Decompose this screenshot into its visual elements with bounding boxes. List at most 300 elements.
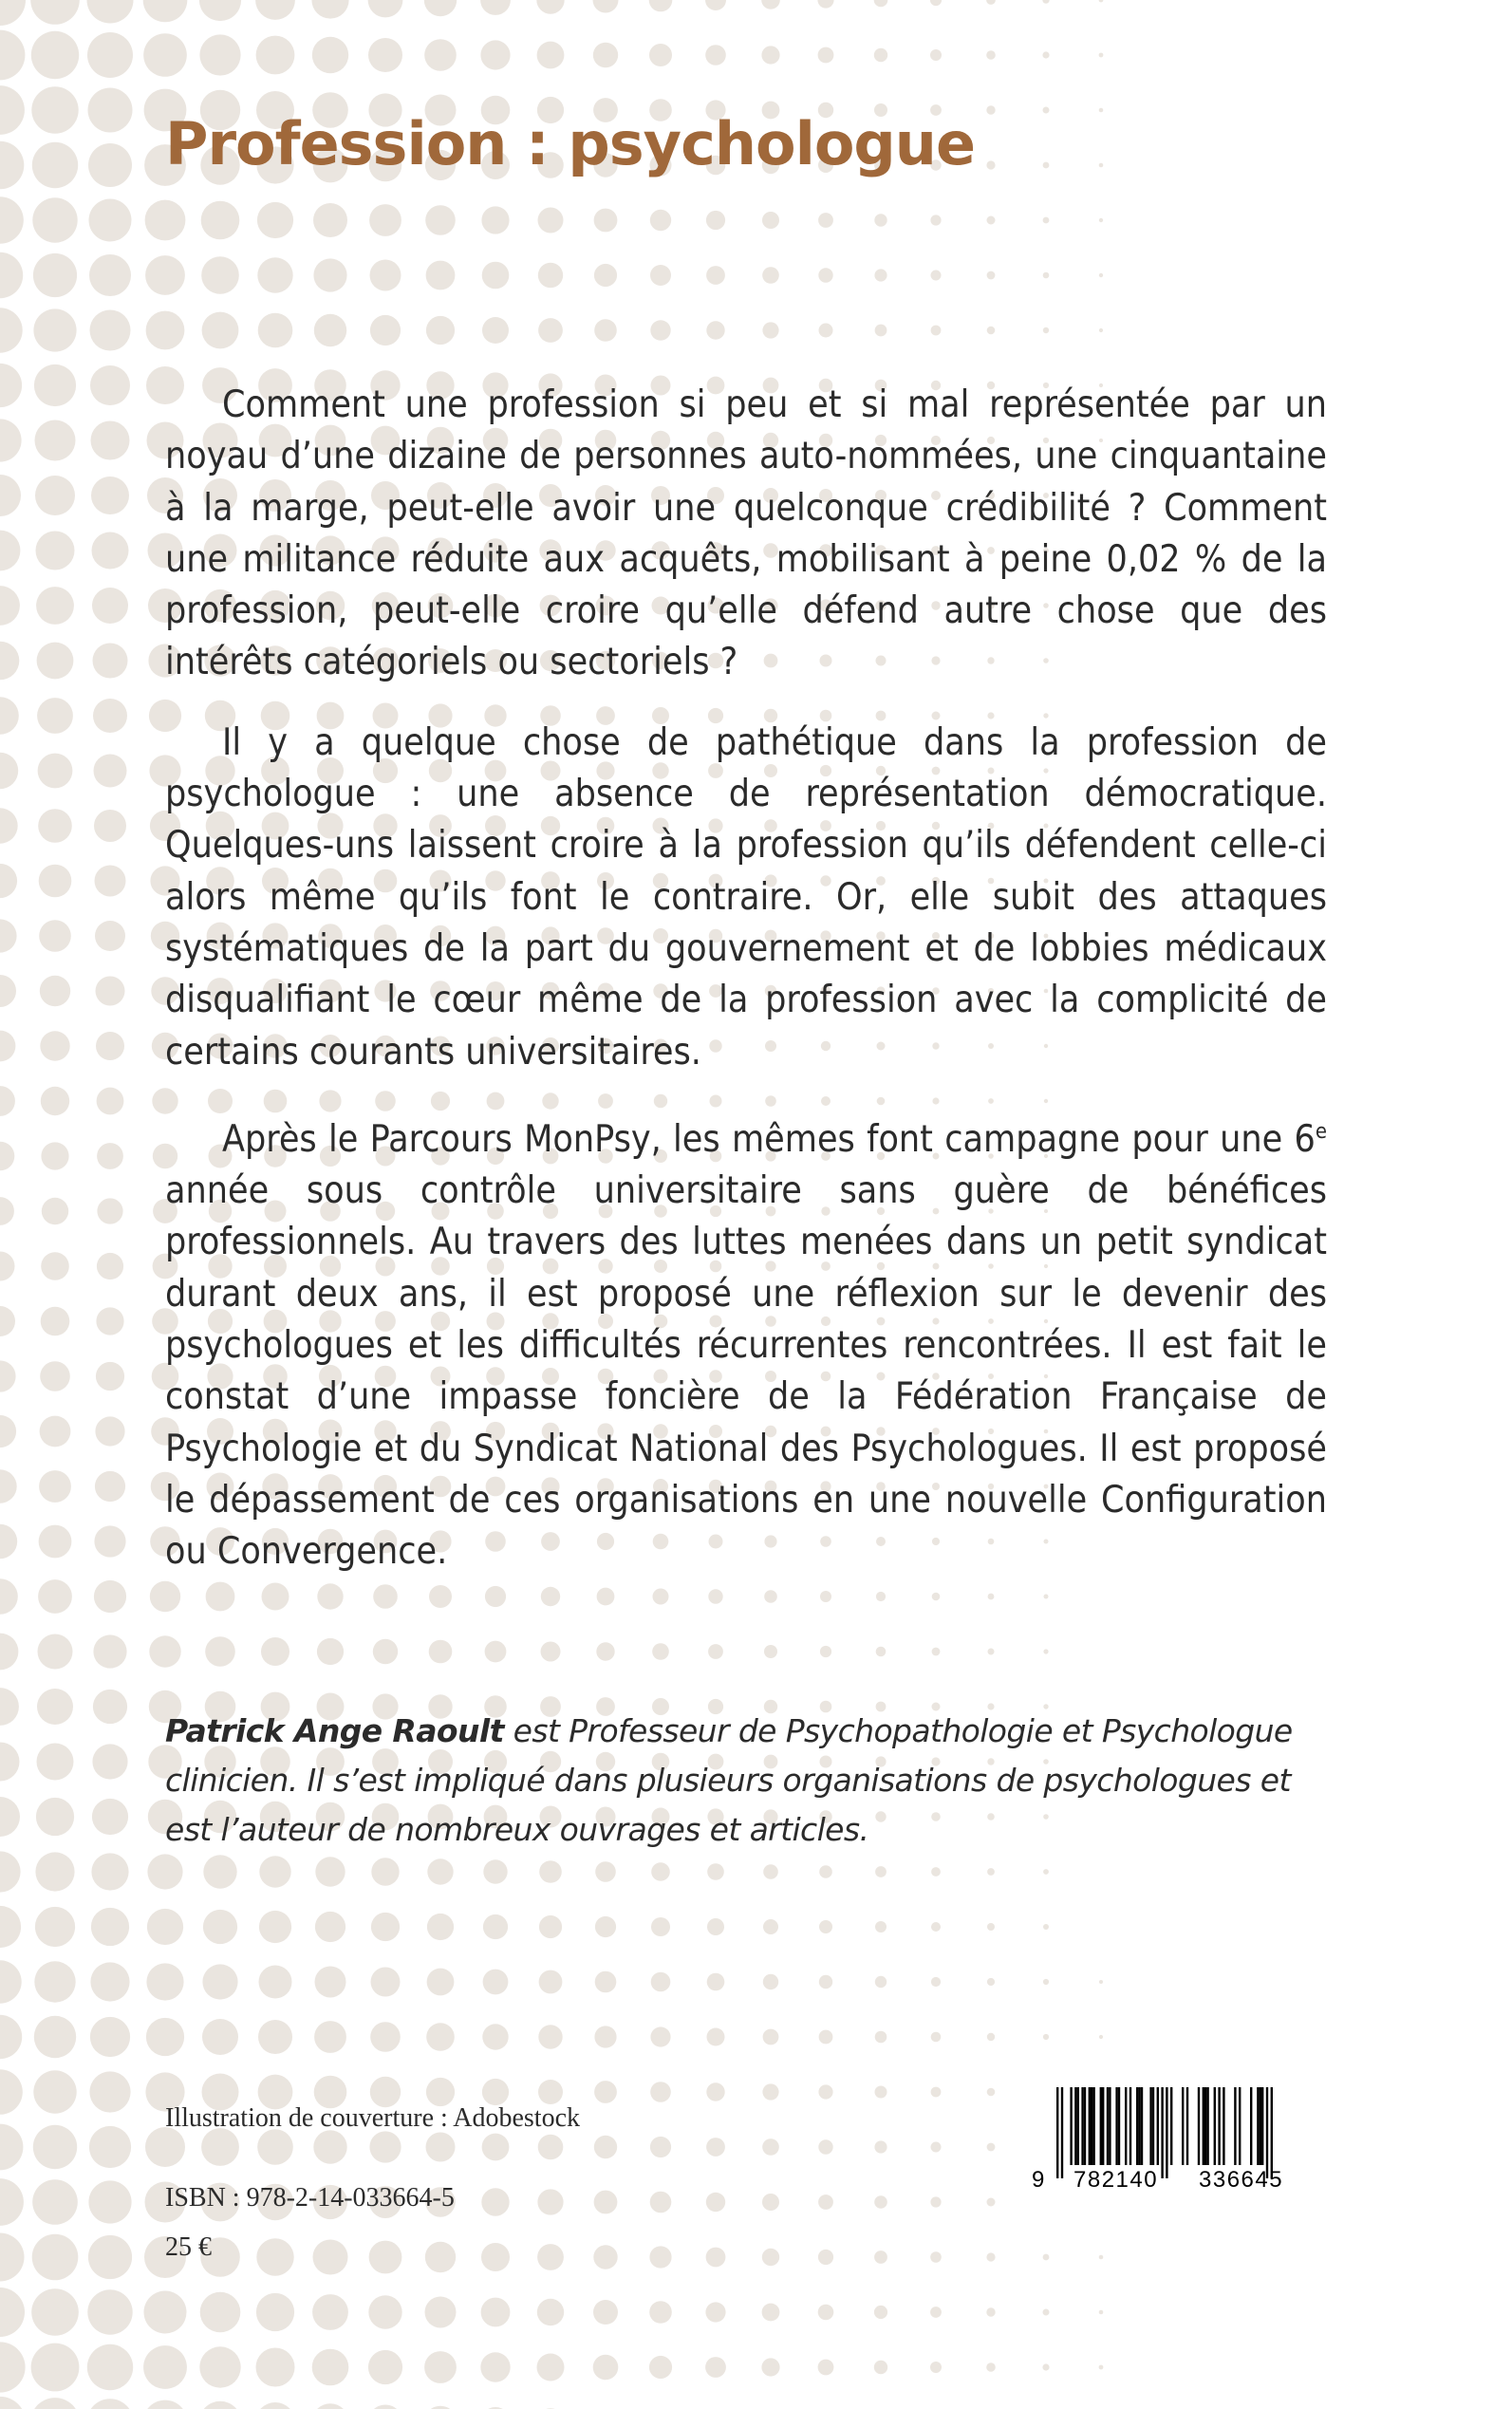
background-dot <box>537 2354 565 2381</box>
background-dot <box>707 2028 725 2046</box>
barcode-left-digits: 782140 <box>1073 2167 1159 2193</box>
background-dot <box>93 644 128 679</box>
background-dot <box>986 0 996 5</box>
background-dot <box>930 49 942 61</box>
barcode-bar <box>1261 2087 1263 2165</box>
background-dot <box>594 209 618 233</box>
background-dot <box>95 1416 124 1446</box>
background-dot <box>0 1086 15 1116</box>
barcode-bar <box>1129 2087 1131 2165</box>
background-dot <box>201 2128 239 2166</box>
background-dot <box>315 1912 345 1942</box>
background-dot <box>483 1970 509 1995</box>
barcode-bar <box>1084 2087 1086 2165</box>
background-dot <box>1043 1979 1049 1985</box>
background-dot <box>36 1798 74 1836</box>
background-dot <box>539 1860 562 1883</box>
background-dot <box>706 2193 725 2212</box>
background-dot <box>0 531 20 571</box>
background-dot <box>761 46 779 64</box>
barcode-bar <box>1266 2087 1268 2178</box>
background-dot <box>201 256 239 294</box>
background-dot <box>31 2344 80 2392</box>
background-dot <box>96 1362 124 1391</box>
background-dot <box>201 201 240 240</box>
barcode-bar <box>1141 2087 1143 2165</box>
background-dot <box>261 1637 289 1666</box>
background-dot <box>0 1634 18 1671</box>
background-dot <box>706 2138 725 2157</box>
background-dot <box>89 2071 130 2112</box>
barcode-bar <box>1089 2087 1091 2165</box>
background-dot <box>931 2032 942 2043</box>
barcode-bar <box>1250 2087 1252 2165</box>
background-dot <box>314 2021 346 2053</box>
background-dot <box>594 2026 616 2047</box>
background-dot <box>37 1744 74 1781</box>
background-dot <box>146 311 185 350</box>
author-description: est Professeur de Psychopathologie et Psychologue clinicien. Il s’est impliqué dans plusieurs organisations de psychologues et est l’auteur de nombreux ouvrages et articles. <box>165 1712 1293 1848</box>
background-dot <box>89 199 132 242</box>
background-dot <box>874 214 887 226</box>
barcode-bar <box>1271 2087 1273 2178</box>
background-dot <box>199 34 240 75</box>
background-dot <box>1042 2363 1049 2370</box>
background-dot <box>706 321 724 339</box>
back-cover-blurb <box>165 380 1327 1607</box>
background-dot <box>595 1916 616 1937</box>
background-dot <box>143 2400 188 2409</box>
background-dot <box>0 2015 22 2059</box>
background-dot <box>369 2131 401 2162</box>
background-dot <box>538 2025 562 2048</box>
background-dot <box>34 364 76 406</box>
background-dot <box>312 37 348 73</box>
background-dot <box>97 1198 122 1223</box>
background-dot <box>0 196 24 244</box>
background-dot <box>371 1968 401 1997</box>
barcode-bar <box>1203 2087 1204 2165</box>
background-dot <box>90 365 130 405</box>
barcode-bar <box>1091 2087 1092 2165</box>
background-dot <box>97 1253 123 1279</box>
background-dot <box>594 2191 618 2214</box>
background-dot <box>145 200 186 241</box>
background-dot <box>426 2133 456 2162</box>
barcode-bar <box>1161 2087 1163 2178</box>
background-dot <box>97 1143 123 1169</box>
background-dot <box>707 1863 724 1880</box>
background-dot <box>593 0 619 13</box>
background-dot <box>0 1306 15 1336</box>
background-dot <box>425 2242 456 2272</box>
background-dot <box>820 1646 831 1657</box>
background-dot <box>429 1640 453 1664</box>
background-dot <box>258 2020 292 2054</box>
background-dot <box>38 754 73 789</box>
background-dot <box>1099 2365 1104 2370</box>
background-dot <box>594 319 617 342</box>
author-bio <box>165 1707 1333 1855</box>
background-dot <box>482 2134 510 2161</box>
barcode-bar <box>1152 2087 1154 2165</box>
background-dot <box>930 0 942 6</box>
background-dot <box>650 2192 672 2213</box>
background-dot <box>258 313 293 348</box>
barcode-bar <box>1223 2087 1224 2165</box>
background-dot <box>87 2289 132 2334</box>
background-dot <box>313 258 346 291</box>
background-dot <box>876 1647 887 1657</box>
background-dot <box>36 532 75 570</box>
background-dot <box>650 265 671 286</box>
background-dot <box>203 1855 236 1888</box>
background-dot <box>147 1909 183 1945</box>
background-dot <box>39 865 72 898</box>
background-dot <box>88 88 133 133</box>
background-dot <box>90 1962 129 2001</box>
background-dot <box>33 308 76 351</box>
background-dot <box>0 753 18 789</box>
background-dot <box>874 2140 887 2153</box>
background-dot <box>1043 1649 1048 1653</box>
background-dot <box>987 1923 995 1931</box>
background-dot <box>32 2179 78 2225</box>
background-dot <box>38 809 72 843</box>
background-dot <box>987 2033 995 2041</box>
background-dot <box>0 919 17 952</box>
background-dot <box>95 866 126 897</box>
background-dot <box>817 0 833 9</box>
background-dot <box>0 697 19 735</box>
background-dot <box>818 2194 833 2210</box>
background-dot <box>89 254 131 296</box>
background-dot <box>594 2136 617 2158</box>
background-dot <box>482 2024 508 2049</box>
background-dot <box>539 1915 562 1938</box>
background-dot <box>649 2246 671 2268</box>
background-dot <box>0 1906 21 1948</box>
background-dot <box>987 271 996 280</box>
background-dot <box>200 2292 241 2333</box>
background-dot <box>145 255 185 295</box>
background-dot <box>259 1966 292 1999</box>
background-dot <box>93 1690 127 1724</box>
barcode-bar <box>1166 2087 1167 2178</box>
background-dot <box>537 2244 564 2270</box>
background-dot <box>1043 2254 1050 2261</box>
background-dot <box>427 1969 455 1996</box>
background-dot <box>94 810 126 842</box>
background-dot <box>650 320 670 340</box>
background-dot <box>37 1689 73 1725</box>
background-dot <box>874 0 888 7</box>
background-dot <box>95 921 125 951</box>
paragraph-3-end: année sous contrôle universitaire sans guère de bénéfices professionnels. Au travers des luttes menées dans un petit syndicat durant deux ans, il est proposé une réflexion sur le devenir des psychologues et les difficultés récurrentes rencontrées. Il est fait le constat d’une impasse foncière de la Fédération Française de Psychologie et du Syndicat National des Psychologues. Il est proposé le dépassement de ces organisations en une nouvelle Configuration ou Convergence. <box>165 1169 1327 1574</box>
background-dot <box>92 532 129 570</box>
background-dot <box>424 39 457 71</box>
barcode-bar <box>1107 2087 1109 2165</box>
background-dot <box>143 2345 187 2389</box>
background-dot <box>38 1634 73 1670</box>
background-dot <box>818 213 833 228</box>
background-dot <box>594 264 617 287</box>
background-dot <box>537 2299 564 2325</box>
background-dot <box>315 1857 345 1886</box>
background-dot <box>593 2355 619 2381</box>
background-dot <box>931 1867 941 1877</box>
background-dot <box>930 2196 941 2207</box>
background-dot <box>89 2126 131 2168</box>
background-dot <box>1043 107 1050 114</box>
background-dot <box>31 2288 79 2336</box>
background-dot <box>1099 0 1104 2</box>
background-dot <box>594 2081 617 2103</box>
blurb-paragraph-2: Il y a quelque chose de pathétique dans la profession de psychologue : une absence de représentation démocratique. Quelques-uns laissent croire à la profession qu’ils défendent celle-ci alors même qu’ils font le contraire. Or, elle subit des attaques systématiques de la part du gouvernement et de lobbies médicaux disqualifiant le cœur même de la profession avec la complicité de certains courants universitaires. <box>165 720 1327 1074</box>
background-dot <box>39 1470 71 1503</box>
background-dot <box>931 2087 942 2098</box>
background-dot <box>649 0 673 11</box>
background-dot <box>705 0 726 10</box>
barcode-bar <box>1214 2087 1216 2165</box>
background-dot <box>147 1854 182 1889</box>
background-dot <box>34 1961 75 2002</box>
barcode-bar <box>1125 2087 1127 2165</box>
background-dot <box>86 2399 133 2409</box>
background-dot <box>763 1864 778 1879</box>
background-dot <box>874 48 887 62</box>
background-dot <box>0 2397 26 2409</box>
background-dot <box>986 2362 996 2372</box>
background-dot <box>0 364 22 407</box>
background-dot <box>315 1967 346 1998</box>
background-dot <box>91 421 130 460</box>
background-dot <box>426 261 456 290</box>
background-dot <box>373 1639 398 1664</box>
barcode-bar <box>1257 2087 1259 2165</box>
background-dot <box>874 269 887 281</box>
background-dot <box>931 326 942 336</box>
background-dot <box>0 1360 16 1391</box>
barcode-bar <box>1206 2087 1208 2165</box>
background-dot <box>0 141 24 190</box>
background-dot <box>205 1636 235 1667</box>
background-dot <box>875 1921 887 1933</box>
background-dot <box>930 2251 942 2263</box>
background-dot <box>707 1973 725 1991</box>
background-dot <box>1042 51 1049 58</box>
background-dot <box>706 211 725 230</box>
background-dot <box>0 808 18 843</box>
barcode-first-digit: 9 <box>1032 2167 1046 2193</box>
background-dot <box>31 86 78 133</box>
background-dot <box>1099 2255 1104 2260</box>
background-dot <box>986 2307 995 2316</box>
background-dot <box>0 642 19 681</box>
background-dot <box>762 2083 778 2100</box>
background-dot <box>91 1853 128 1890</box>
background-dot <box>536 0 564 14</box>
barcode-bar <box>1109 2087 1111 2165</box>
background-dot <box>819 2030 833 2045</box>
background-dot <box>1099 2310 1104 2315</box>
background-dot <box>0 0 26 26</box>
background-dot <box>426 2078 455 2106</box>
barcode <box>1028 2076 1327 2209</box>
background-dot <box>0 475 21 516</box>
background-dot <box>593 2245 617 2269</box>
background-dot <box>92 1744 127 1779</box>
background-dot <box>987 2143 996 2152</box>
background-dot <box>762 2304 780 2322</box>
background-dot <box>763 2029 779 2045</box>
background-dot <box>255 2402 295 2409</box>
barcode-bar <box>1074 2087 1076 2165</box>
background-dot <box>708 1644 723 1659</box>
background-dot <box>593 43 618 67</box>
background-dot <box>875 1976 887 1988</box>
paragraph-3-start: Après le Parcours MonPsy, les mêmes font campagne pour une 6 <box>222 1117 1316 1161</box>
background-dot <box>202 1964 237 1999</box>
ordinal-superscript: e <box>1315 1119 1327 1144</box>
background-dot <box>762 2138 779 2156</box>
background-dot <box>482 262 510 289</box>
background-dot <box>818 2084 832 2099</box>
background-dot <box>94 1580 126 1613</box>
background-dot <box>818 2360 834 2376</box>
background-dot <box>537 42 565 69</box>
background-dot <box>706 266 725 285</box>
background-dot <box>763 1919 778 1934</box>
barcode-bar <box>1081 2087 1083 2165</box>
background-dot <box>88 2180 131 2223</box>
background-dot <box>39 1525 72 1559</box>
background-dot <box>1099 328 1103 332</box>
background-dot <box>1043 2034 1049 2040</box>
background-dot <box>986 160 995 169</box>
background-dot <box>203 1910 237 1944</box>
background-dot <box>1043 217 1050 224</box>
background-dot <box>988 1649 995 1655</box>
background-dot <box>706 2082 724 2101</box>
barcode-bar <box>1138 2087 1140 2165</box>
background-dot <box>426 2023 455 2051</box>
background-dot <box>317 1638 344 1665</box>
background-dot <box>1043 1869 1049 1875</box>
background-dot <box>650 2137 671 2157</box>
background-dot <box>0 1743 20 1782</box>
background-dot <box>1099 273 1103 277</box>
background-dot <box>311 2403 348 2409</box>
background-dot <box>874 2195 887 2209</box>
background-dot <box>88 143 132 187</box>
background-dot <box>30 2398 80 2409</box>
background-dot <box>1099 163 1104 168</box>
barcode-bar <box>1239 2087 1241 2165</box>
background-dot <box>819 1920 832 1933</box>
background-dot <box>482 317 509 344</box>
background-dot <box>0 419 22 461</box>
background-dot <box>0 1142 14 1171</box>
background-dot <box>32 142 78 188</box>
background-dot <box>1043 327 1049 333</box>
background-dot <box>1042 0 1049 4</box>
background-dot <box>35 420 76 461</box>
background-dot <box>874 2250 887 2264</box>
background-dot <box>818 2305 834 2321</box>
background-dot <box>931 271 942 281</box>
background-dot <box>32 197 77 242</box>
background-dot <box>257 2129 293 2165</box>
background-dot <box>0 2178 24 2226</box>
barcode-bar <box>1092 2087 1094 2165</box>
background-dot <box>96 977 125 1006</box>
background-dot <box>202 312 239 349</box>
background-dot <box>96 1032 124 1060</box>
background-dot <box>875 2086 887 2099</box>
barcode-bar <box>1077 2087 1079 2165</box>
background-dot <box>312 2294 348 2330</box>
background-dot <box>42 1198 68 1224</box>
background-dot <box>31 31 79 79</box>
background-dot <box>368 2295 401 2328</box>
background-dot <box>763 1974 778 1989</box>
background-dot <box>818 2139 832 2154</box>
background-dot <box>33 2070 76 2113</box>
background-dot <box>425 2297 457 2328</box>
background-dot <box>92 1799 128 1835</box>
background-dot <box>538 2080 563 2104</box>
background-dot <box>987 216 996 225</box>
background-dot <box>0 864 17 898</box>
background-dot <box>368 0 403 17</box>
background-dot <box>539 1970 563 1994</box>
background-dot <box>256 2293 294 2331</box>
background-dot <box>91 476 129 514</box>
barcode-bar <box>1070 2087 1072 2165</box>
illustration-credit: Illustration de couverture : Adobestock <box>165 2103 580 2133</box>
background-dot <box>986 2252 995 2261</box>
background-dot <box>538 263 563 288</box>
background-dot <box>875 1866 887 1877</box>
barcode-bar <box>1149 2087 1151 2165</box>
background-dot <box>480 40 510 69</box>
barcode-bar <box>1260 2087 1261 2165</box>
background-dot <box>40 1031 69 1060</box>
background-dot <box>199 2401 241 2409</box>
background-dot <box>874 2361 887 2374</box>
barcode-bar <box>1182 2087 1184 2165</box>
background-dot <box>987 1978 995 1986</box>
background-dot <box>483 1859 507 1883</box>
background-dot <box>257 257 292 292</box>
background-dot <box>146 2018 184 2056</box>
background-dot <box>1099 1980 1103 1984</box>
background-dot <box>30 0 80 25</box>
background-dot <box>1099 218 1103 222</box>
background-dot <box>818 268 832 282</box>
background-dot <box>0 85 25 135</box>
background-dot <box>874 2306 887 2319</box>
barcode-bar <box>1061 2087 1063 2178</box>
background-dot <box>87 32 133 78</box>
background-dot <box>931 1977 941 1987</box>
background-dot <box>1043 1924 1049 1930</box>
background-dot <box>761 2358 779 2376</box>
background-dot <box>762 2249 779 2266</box>
background-dot <box>0 1960 22 2003</box>
book-title: Profession : psychologue <box>165 109 975 178</box>
